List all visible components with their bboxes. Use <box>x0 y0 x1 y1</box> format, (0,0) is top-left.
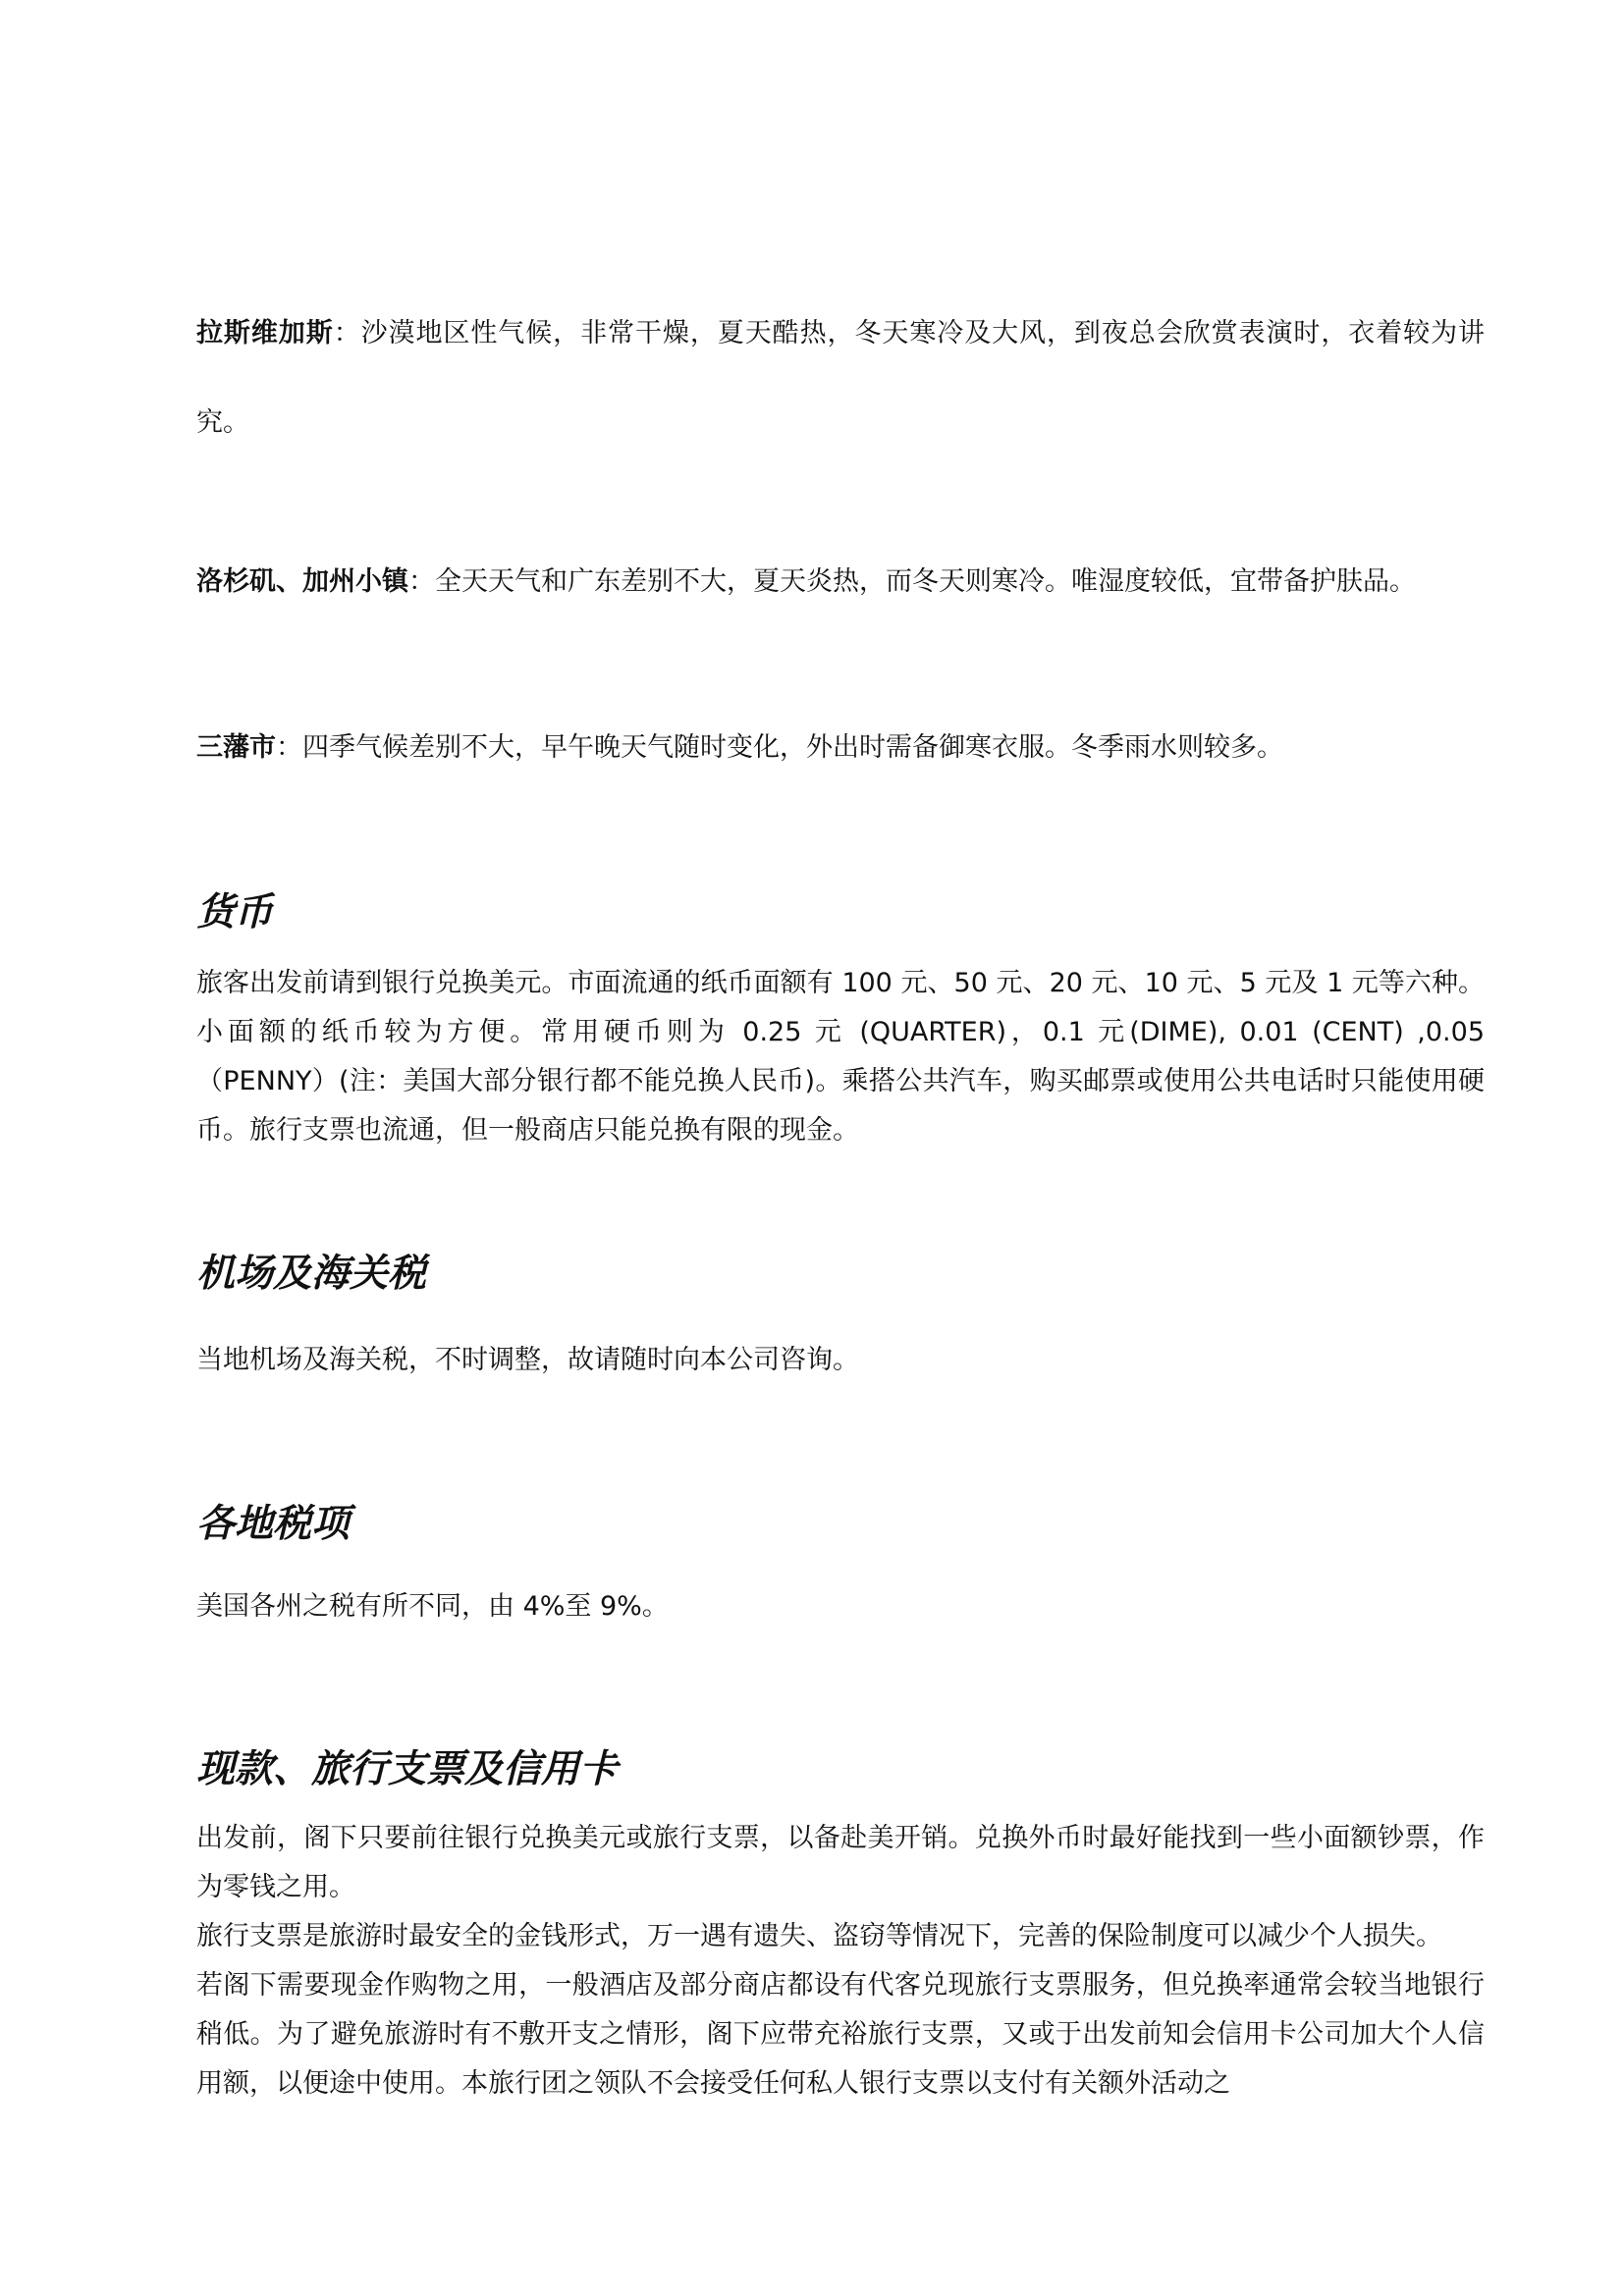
climate-los-angeles <box>196 558 1485 607</box>
climate-label: 洛杉矶、加州小镇 <box>196 566 408 597</box>
climate-san-francisco <box>196 723 1485 773</box>
section-heading-airport-tax: 机场及海关税 <box>196 1252 427 1296</box>
climate-text: 全天天气和广东差别不大，夏天炎热，而冬天则寒冷。唯湿度较低，宜带备护肤品。 <box>435 566 1416 597</box>
section-heading-local-tax: 各地税项 <box>196 1502 351 1546</box>
climate-text: 沙漠地区性气候，非常干燥，夏天酷热，冬天寒冷及大风，到夜总会欣赏表演时，衣着较为讲究。 <box>196 318 1486 438</box>
airport-tax-text: 当地机场及海关税，不时调整，故请随时向本公司咨询。 <box>196 1345 859 1375</box>
cash-cheques-body <box>196 1814 1485 2109</box>
currency-text: 旅客出发前请到银行兑换美元。市面流通的纸币面额有 100 元、50 元、20 元、10 元、5 元及 1 元等六种。小面额的纸币较为方便。常用硬币则为 0.25 元 (QUARTER)，0.1 元(DIME), 0.01 (CENT) ,0.05 （PENNY）(注：美国大部分银行都不能兑换人民币)。乘搭公共汽车，购买邮票或使用公共电话时只能使用硬币。旅行支票也流通，但一般商店只能兑换有限的现金。 <box>196 968 1485 1146</box>
cash-cheques-paragraph: 旅行支票是旅游时最安全的金钱形式，万一遇有遗失、盗窃等情况下，完善的保险制度可以减少个人损失。 <box>196 1921 1442 1951</box>
section-heading-cash-cheques: 现款、旅行支票及信用卡 <box>196 1747 619 1791</box>
climate-text: 四季气候差别不大，早午晚天气随时变化，外出时需备御寒衣服。冬季雨水则较多。 <box>302 732 1283 763</box>
cash-cheques-paragraph: 若阁下需要现金作购物之用，一般酒店及部分商店都设有代客兑现旅行支票服务，但兑换率通常会较当地银行稍低。为了避免旅游时有不敷开支之情形，阁下应带充裕旅行支票，又或于出发前知会信用卡公司加大个人信用额，以便途中使用。本旅行团之领队不会接受任何私人银行支票以支付有关额外活动之 <box>196 1970 1485 2099</box>
cash-cheques-paragraph: 出发前，阁下只要前往银行兑换美元或旅行支票，以备赴美开销。兑换外币时最好能找到一些小面额钞票，作为零钱之用。 <box>196 1823 1485 1902</box>
climate-las-vegas <box>196 289 1485 467</box>
climate-separator: ： <box>276 732 302 763</box>
climate-separator: ： <box>333 318 361 348</box>
climate-separator: ： <box>408 566 435 597</box>
section-heading-currency: 货币 <box>196 890 274 934</box>
climate-label: 拉斯维加斯 <box>196 318 334 348</box>
climate-label: 三藩市 <box>196 732 276 763</box>
local-tax-text: 美国各州之税有所不同，由 4%至 9%。 <box>196 1591 669 1622</box>
